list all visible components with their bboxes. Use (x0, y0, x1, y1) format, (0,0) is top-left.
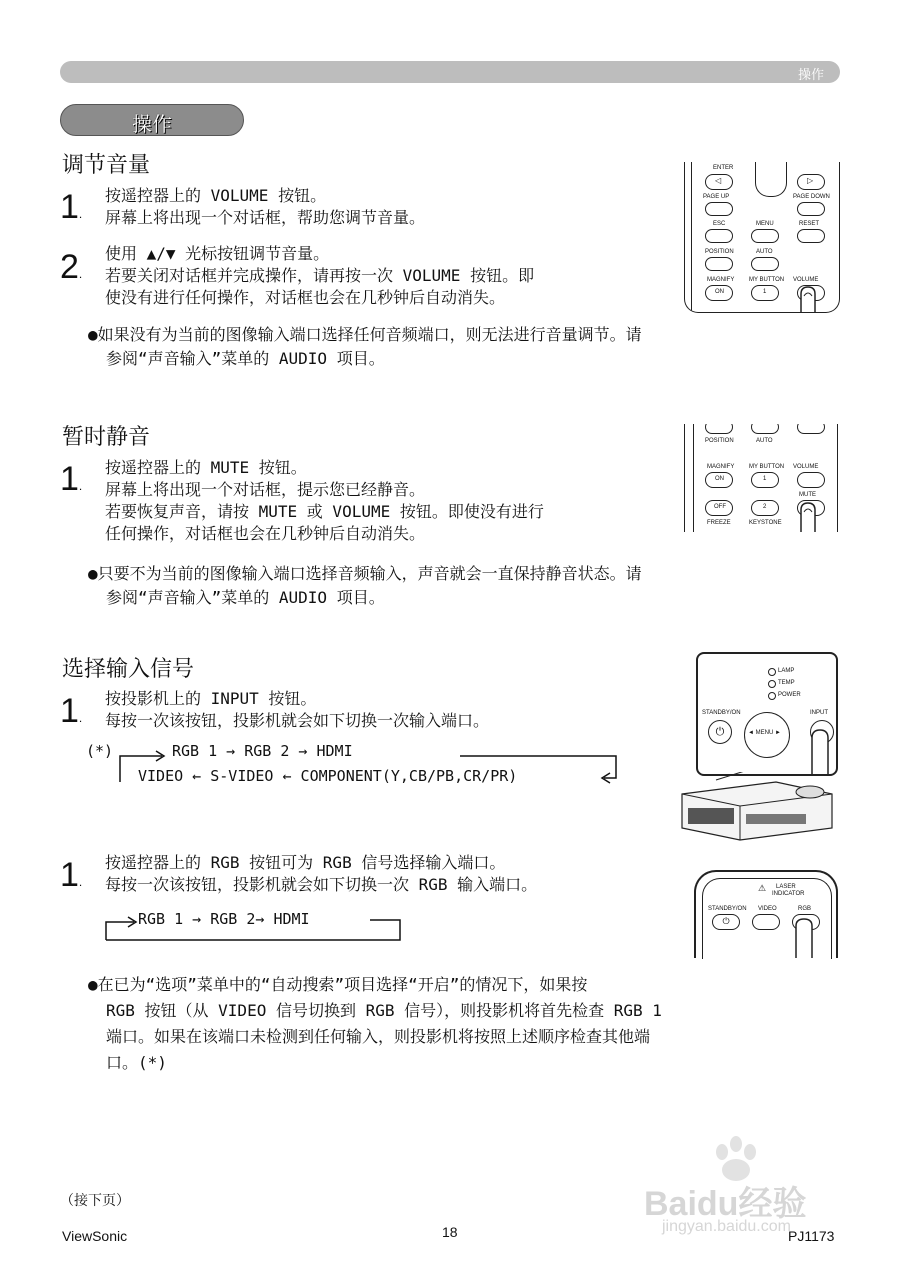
projector-body-illustration (676, 772, 838, 842)
brand-name: ViewSonic (62, 1228, 128, 1244)
remote-edge (693, 424, 694, 532)
flow-loop-arrows (114, 746, 624, 786)
my-button-label: MY BUTTON (749, 464, 785, 470)
rgb-flow-row: RGB 1 → RGB 2→ HDMI (138, 910, 310, 928)
page-number: 18 (442, 1224, 458, 1240)
page-down-button (797, 202, 825, 216)
mute-heading: 暂时静音 (62, 425, 151, 450)
volume-note (88, 323, 642, 371)
my-button-1: 1 (751, 285, 779, 301)
volume-step2-text (105, 243, 534, 309)
menu-button (751, 229, 779, 243)
page-up-label: PAGE UP (703, 194, 730, 200)
text-line: 屏幕上将出现一个对话框，提示您已经静音。 (105, 480, 426, 499)
top-button (751, 424, 779, 434)
section-title-pill (60, 104, 244, 136)
esc-button (705, 229, 733, 243)
my-button-1: 1 (751, 472, 779, 488)
text-line: 按遥控器上的 RGB 按钮可为 RGB 信号选择输入端口。 (105, 853, 506, 872)
menu-dial: ◄ MENU ► (744, 712, 790, 758)
position-label: POSITION (705, 249, 734, 255)
flow-mark: (*) (86, 742, 114, 760)
volume-label: VOLUME (793, 277, 819, 283)
volume-heading: 调节音量 (62, 153, 151, 178)
reset-label: RESET (799, 221, 820, 227)
menu-label: MENU (756, 221, 774, 227)
rgb-flow-loop (104, 912, 404, 944)
text-line: ●如果没有为当前的图像输入端口选择任何音频端口，则无法进行音量调节。请 (88, 325, 642, 344)
laser-label: LASER (776, 884, 796, 890)
input-heading: 选择输入信号 (62, 657, 195, 682)
text-line: 若要关闭对话框并完成操作，请再按一次 VOLUME 按钮。即 (105, 266, 535, 285)
text-line: 按遥控器上的 VOLUME 按钮。 (105, 186, 327, 205)
right-arrow-button: ▷ (797, 174, 825, 190)
auto-label: AUTO (756, 438, 773, 444)
keystone-label: KEYSTONE (749, 520, 782, 526)
input-step1-text (105, 688, 489, 732)
rgb-step1-text (105, 852, 537, 896)
power-button-icon: ⏻ (708, 720, 732, 744)
video-label: VIDEO (758, 906, 777, 912)
baidu-watermark (640, 1136, 850, 1246)
standby-on-label: STANDBY/ON (708, 906, 747, 912)
mute-note (88, 562, 642, 610)
remote-edge (691, 162, 692, 312)
page-up-button (705, 202, 733, 216)
page-down-label: PAGE DOWN (793, 194, 830, 200)
off-button: OFF (705, 500, 733, 516)
finger-pointer-icon (795, 500, 825, 532)
volume-step1-text (105, 185, 425, 229)
freeze-label: FREEZE (707, 520, 731, 526)
auto-button (751, 257, 779, 271)
text-line: 参阅“声音输入”菜单的 AUDIO 项目。 (106, 588, 385, 607)
remote-illustration-mute (684, 424, 838, 532)
lamp-indicator-icon (768, 668, 776, 676)
my-button-2: 2 (751, 500, 779, 516)
temp-label: TEMP (778, 680, 795, 686)
standby-on-label: STANDBY/ON (702, 710, 741, 716)
position-label: POSITION (705, 438, 734, 444)
mute-step1-text (105, 457, 544, 545)
text-line: 口。(*) (106, 1053, 167, 1072)
lamp-label: LAMP (778, 668, 795, 674)
esc-label: ESC (713, 221, 726, 227)
volume-step1-number: 1. (60, 188, 83, 226)
laser-warning-icon: ⚠ (758, 884, 767, 894)
on-button: ON (705, 285, 733, 301)
volume-label: VOLUME (793, 464, 819, 470)
model-number: PJ1173 (788, 1228, 835, 1244)
watermark-url: jingyan.baidu.com (662, 1218, 791, 1235)
joystick-icon (755, 162, 787, 197)
my-button-label: MY BUTTON (749, 277, 785, 283)
text-line: 每按一次该按钮，投影机就会如下切换一次 RGB 输入端口。 (105, 875, 538, 894)
text-line: 按遥控器上的 MUTE 按钮。 (105, 458, 307, 477)
text-line: 使没有进行任何操作，对话框也会在几秒钟后自动消失。 (105, 288, 506, 307)
reset-button (797, 229, 825, 243)
magnify-label: MAGNIFY (707, 277, 735, 283)
left-arrow-button: ◁ (705, 174, 733, 190)
text-line: 屏幕上将出现一个对话框，帮助您调节音量。 (105, 208, 426, 227)
top-button (705, 424, 733, 434)
text-line: 若要恢复声音，请按 MUTE 或 VOLUME 按钮。即使没有进行 (105, 502, 544, 521)
projector-control-panel (696, 652, 838, 776)
mute-label: MUTE (799, 492, 816, 498)
finger-pointer-icon (790, 916, 820, 958)
watermark-logo: Baidu经验 (644, 1185, 807, 1223)
input-step1-number: 1. (60, 692, 83, 730)
text-line: 端口。如果在该端口未检测到任何输入，则投影机将按照上述顺序检查其他端 (106, 1027, 651, 1046)
text-line: 使用 ▲/▼ 光标按钮调节音量。 (105, 244, 330, 263)
indicator-label: INDICATOR (772, 891, 805, 897)
top-button (797, 424, 825, 434)
text-line: 按投影机上的 INPUT 按钮。 (105, 689, 317, 708)
video-button (752, 914, 780, 930)
continued-note: （接下页） (60, 1193, 130, 1209)
enter-label: ENTER (713, 165, 734, 171)
rgb-step1-number: 1. (60, 856, 83, 894)
finger-pointer-icon (795, 284, 825, 313)
position-button (705, 257, 733, 271)
remote-illustration-rgb (694, 870, 838, 958)
power-indicator-icon (768, 692, 776, 700)
remote-illustration-volume (684, 162, 840, 313)
auto-label: AUTO (756, 249, 773, 255)
header-bar-label: 操作 (797, 68, 824, 83)
mute-step1-number: 1. (60, 460, 83, 498)
text-line: 任何操作，对话框也会在几秒钟后自动消失。 (105, 524, 426, 543)
text-line: RGB 按钮（从 VIDEO 信号切换到 RGB 信号），则投影机将首先检查 RGB 1 (106, 1001, 662, 1020)
volume-step2-number: 2. (60, 248, 83, 286)
flow-row-2: VIDEO ← S-VIDEO ← COMPONENT(Y,CB/PB,CR/PR) (138, 767, 518, 785)
flow-row-1: RGB 1 → RGB 2 → HDMI (172, 742, 353, 760)
rgb-note (88, 972, 662, 1076)
input-label: INPUT (810, 710, 828, 716)
text-line: ●只要不为当前的图像输入端口选择音频输入，声音就会一直保持静音状态。请 (88, 564, 642, 583)
text-line: 每按一次该按钮，投影机就会如下切换一次输入端口。 (105, 711, 490, 730)
finger-pointer-icon (806, 726, 836, 776)
section-title: 操作 (132, 112, 172, 136)
rgb-label: RGB (798, 906, 812, 912)
on-button: ON (705, 472, 733, 488)
power-label: POWER (778, 692, 801, 698)
standby-button-icon: ⏻ (712, 914, 740, 930)
magnify-label: MAGNIFY (707, 464, 735, 470)
volume-button (797, 472, 825, 488)
header-bar (60, 61, 840, 83)
text-line: ●在已为“选项”菜单中的“自动搜索”项目选择“开启”的情况下，如果按 (88, 975, 588, 994)
text-line: 参阅“声音输入”菜单的 AUDIO 项目。 (106, 349, 385, 368)
temp-indicator-icon (768, 680, 776, 688)
